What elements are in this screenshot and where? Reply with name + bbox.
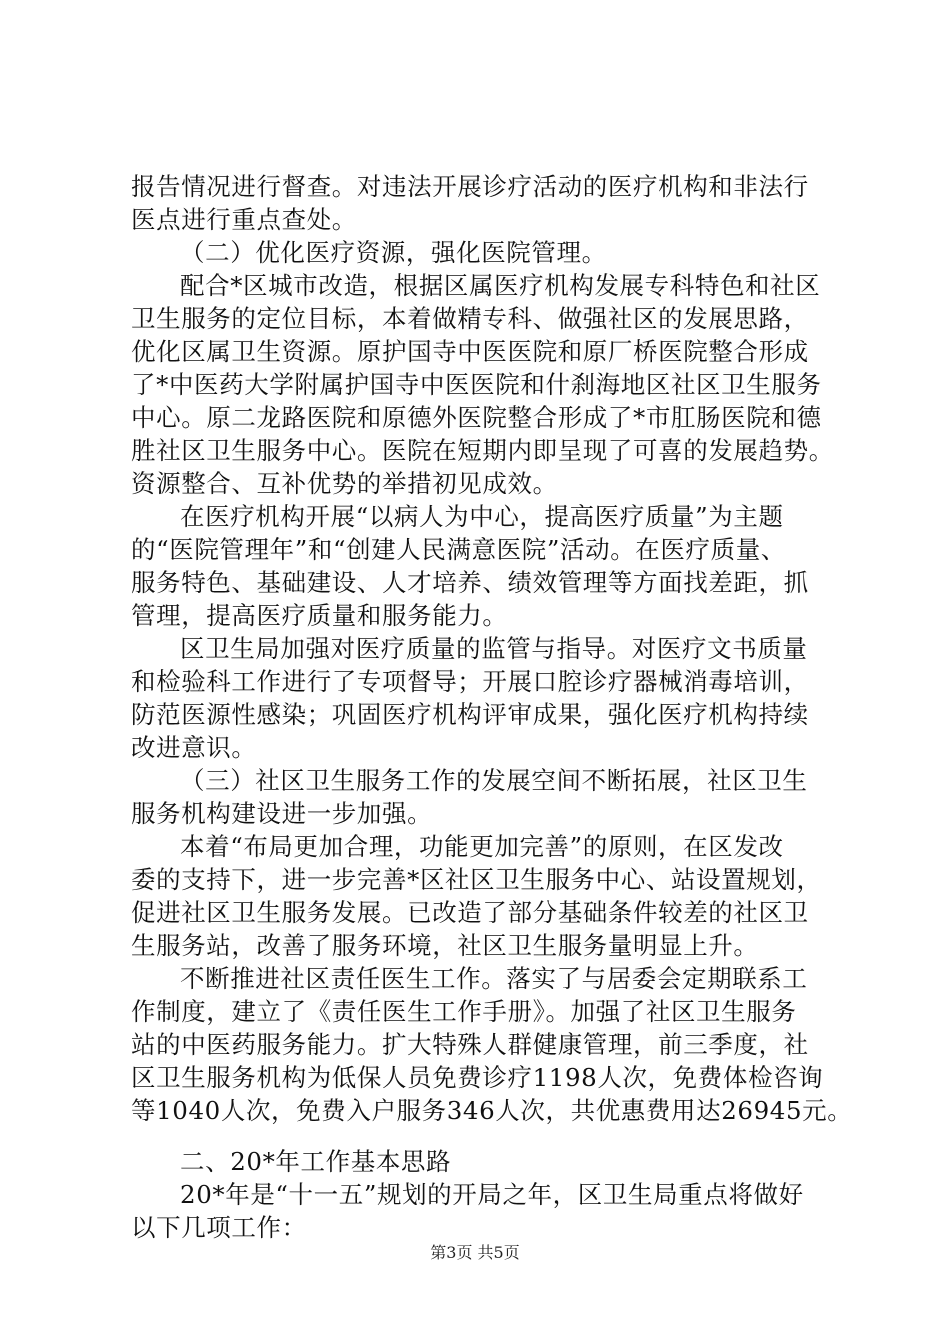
text-line: 委的支持下，进一步完善*区社区卫生服务中心、站设置规划， (131, 865, 822, 894)
paragraph-gap (131, 1127, 831, 1145)
text-line: 胜社区卫生服务中心。医院在短期内即呈现了可喜的发展趋势。 (131, 436, 834, 465)
text-line: 管理，提高医疗质量和服务能力。 (131, 601, 508, 630)
text-line: 改进意识。 (131, 733, 257, 762)
text-line: 中心。原二龙路医院和原德外医院整合形成了*市肛肠医院和德 (131, 403, 822, 432)
text-line: 20*年是“十一五”规划的开局之年，区卫生局重点将做好 (180, 1180, 804, 1209)
text-line: 区卫生局加强对医疗质量的监管与指导。对医疗文书质量 (180, 634, 808, 663)
section-heading: （二）优化医疗资源，强化医院管理。 (180, 238, 607, 267)
text-line: 医点进行重点查处。 (131, 205, 357, 234)
text-line: 优化区属卫生资源。原护国寺中医医院和原厂桥医院整合形成 (131, 337, 809, 366)
text-line: 防范医源性感染；巩固医疗机构评审成果，强化医疗机构持续 (131, 700, 809, 729)
text-line: 卫生服务的定位目标，本着做精专科、做强社区的发展思路， (131, 304, 809, 333)
text-line: 区卫生服务机构为低保人员免费诊疗1198人次，免费体检咨询 (131, 1063, 824, 1092)
text-line: 生服务站，改善了服务环境，社区卫生服务量明显上升。 (131, 931, 759, 960)
text-line: 了*中医药大学附属护国寺中医医院和什刹海地区社区卫生服务 (131, 370, 822, 399)
text-line: 的“医院管理年”和“创建人民满意医院”活动。在医疗质量、 (131, 535, 786, 564)
text-line: 在医疗机构开展“以病人为中心，提高医疗质量”为主题 (180, 502, 784, 531)
text-line: 以下几项工作： (131, 1213, 307, 1242)
section-heading: 二、20*年工作基本思路 (180, 1147, 452, 1176)
text-line: 促进社区卫生服务发展。已改造了部分基础条件较差的社区卫 (131, 898, 809, 927)
text-line: 等1040人次，免费入户服务346人次，共优惠费用达26945元。 (131, 1096, 853, 1125)
section-heading: （三）社区卫生服务工作的发展空间不断拓展，社区卫生 (180, 766, 808, 795)
text-line: 和检验科工作进行了专项督导；开展口腔诊疗器械消毒培训， (131, 667, 809, 696)
text-line: 服务特色、基础建设、人才培养、绩效管理等方面找差距，抓 (131, 568, 809, 597)
text-line: 资源整合、互补优势的举措初见成效。 (131, 469, 558, 498)
text-line: 作制度，建立了《责任医生工作手册》。加强了社区卫生服务 (131, 997, 797, 1026)
document-body (131, 170, 853, 1244)
text-line: 站的中医药服务能力。扩大特殊人群健康管理，前三季度，社 (131, 1030, 809, 1059)
text-line: 不断推进社区责任医生工作。落实了与居委会定期联系工 (180, 964, 808, 993)
text-line: 报告情况进行督查。对违法开展诊疗活动的医疗机构和非法行 (131, 172, 809, 201)
text-line: 本着“布局更加合理，功能更加完善”的原则，在区发改 (180, 832, 784, 861)
section-heading-continued: 服务机构建设进一步加强。 (131, 799, 433, 828)
page-number-footer: 第3页 共5页 (430, 1243, 520, 1262)
text-line: 配合*区城市改造，根据区属医疗机构发展专科特色和社区 (180, 271, 821, 300)
